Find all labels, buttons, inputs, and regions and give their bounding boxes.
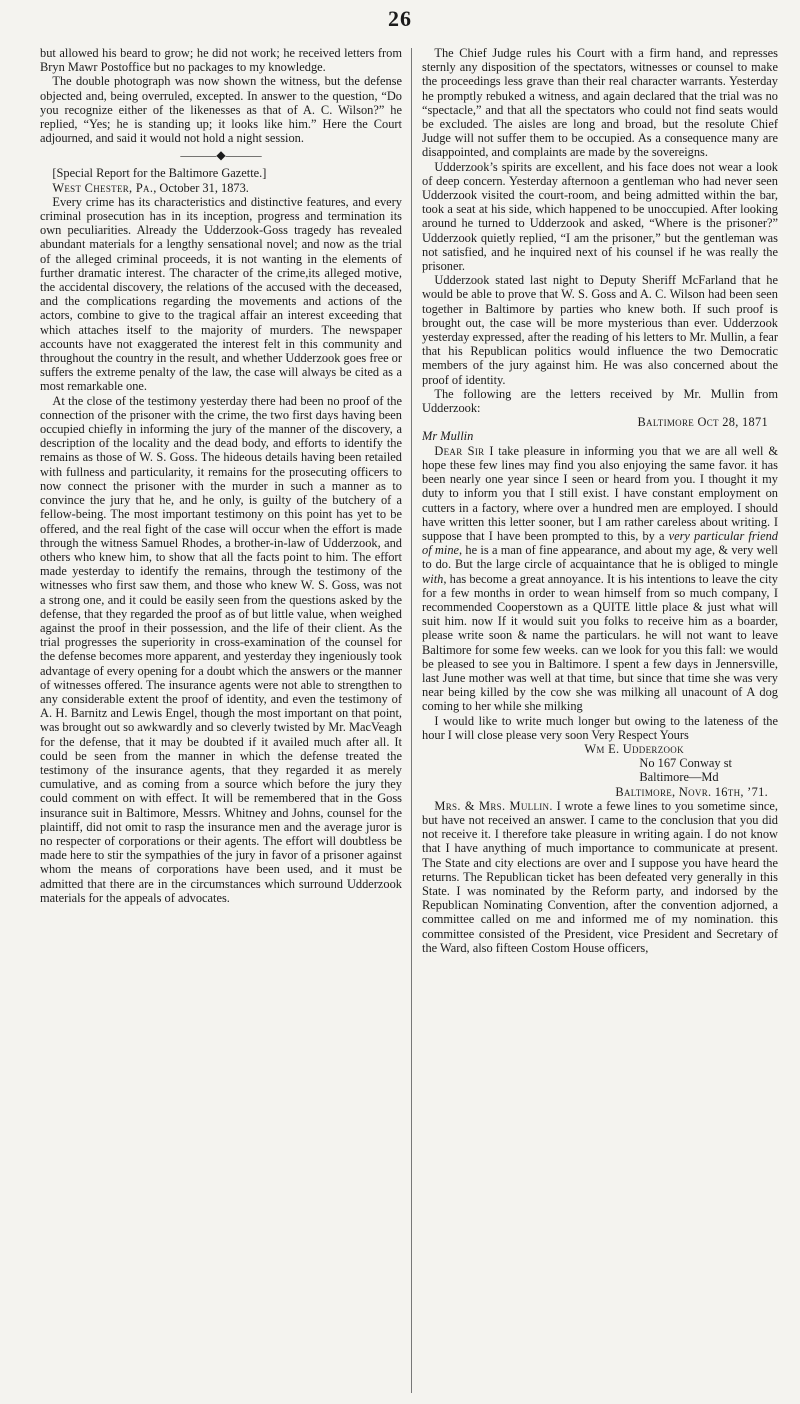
letter1-body-c: , has become a great annoyance. It is his intentions to leave the city for a few months in order to wean himself from so much company, I recommended Cooperstown as a QUITE little place & just what will suit him. now If it would suit you folks to receive him as a boarder, please write soon & name the particulars. he will not want to leave Baltimore for some few weeks. can we look for you this fall: we would be pleased to see you in Baltimore. I spent a few days in Jennersville, last June mother was well at that time, but since that time she was very near being killed by the cow she was milking all unacount of A dog coming to her while she milking — [422, 571, 778, 714]
letter2-salutation: Mrs. & Mrs. Mullin. — [434, 798, 553, 813]
letter1-body — [422, 444, 778, 714]
chief-judge-paragraph: The Chief Judge rules his Court with a firm hand, and represses sternly any disposition of the spectators, witnesses or counsel to make the proceedings less grave than their real character warrants. Yesterday he promptly rebuked a witness, and again declared that the trial was no “spectacle,” and that all the spectators who could not find seats would be excluded. The aisles are long and broad, but the resolute Chief Judge will not suffer them to be occupied. As a consequence many are disappointed, and complaints are made by the sovereigns. — [422, 46, 778, 160]
letter1-body-b: , he is a man of fine appearance, and about my age, & very well to do. But the large circle of acquaintance that he is obliged to mingle — [422, 543, 778, 572]
section-separator: ———◆——— — [180, 148, 262, 163]
letter1-addressee: Mr Mullin — [422, 429, 474, 444]
article-intro-paragraph: but allowed his beard to grow; he did not work; he received letters from Bryn Mawr Postoffice but no packages to my knowledge. — [40, 46, 402, 75]
letter1-address-line2: Baltimore—Md — [639, 770, 719, 785]
letter1-italic-1: very particular friend of mine — [422, 528, 778, 558]
letter2-body-text: I wrote a fewe lines to you sometime since, but have not received an answer. I came to the conclusion that you did not receive it. I therefore take pleasure in writing again. I do not know that I have anything of much importance to communicate at present. The State and city elections are over and I suppose you have heard the returns. The Republican ticket has been defeated very generally in this State. I was nominated by the Reform party, and indorsed by the Republican Nominating Convention, after the convention adjorned, a committee called on me and informed me of my nomination. this committee consisted of the President, vice President and Secretary of the Ward, also fifteen Costom House officers, — [422, 798, 778, 955]
every-crime-paragraph: Every crime has its characteristics and distinctive features, and every criminal prosecution has in its inception, progress and termination its own peculiarities. Already the Udderzook-Goss tragedy has revealed abundant materials for a lengthy sensational novel; and now as the trial of the alleged criminal proceeds, it is not wanting in the elements of further dramatic interest. The character of the crime,its alleged motive, the accidental discovery, the relations of the accused with the deceased, and the complications regarding the movements and actions of the actors, combine to give to the tragical affair an interest exceeding that which attaches itself to the majority of murders. The newspaper accounts have not exaggerated the interest felt in this community and throughout the country in the result, and whether Udderzook goes free or suffers the extreme penalty of the law, the case will always be cited as a most remarkable one. — [40, 194, 402, 394]
letter1-dear: Dear Sir — [434, 443, 485, 458]
following-letters-paragraph: The following are the letters received by Mr. Mullin from Udderzook: — [422, 386, 778, 416]
letter1-closing: I would like to write much longer but owing to the lateness of the hour I will close please very soon Very Respect Yours — [422, 713, 778, 742]
letter1-salutation — [422, 429, 778, 443]
page-number: 26 — [388, 6, 412, 31]
dateline — [40, 181, 402, 195]
letter1-date: Baltimore Oct 28, 1871 — [637, 415, 768, 430]
at-close-paragraph: At the close of the testimony yesterday there had been no proof of the connection of the prisoner with the crime, the two first days having been occupied chiefly in informing the jury of the manner of the discovery, a description of the locality and the dead body, and efforts to identify the remains as those of W. S. Goss. The hideous details having been retailed with fullness and particularity, it remains for the prosecuting officers to now connect the prisoner with the murder in such a manner as to convince the jury that he, and he only, is guilty of the butchery of a fellow-being. The most important testimony on this point has yet to be offered, and the real fight of the case will occur when the effort is made through the witness Samuel Rhodes, a brother-in-law of Udderzook, and others who knew him, to show that all the facts point to him. The effort made yesterday to identify the remains, through the testimony of the witnesses who first saw them, and those who knew W. S. Goss, was not a strong one, and it could be easily seen from the questions asked by the defense, that they regarded the proof as of but little value, when weighed against the proof in their possession, and the life of their client. As the trial progresses the superiority in cross-examination of the counsel for the defense becomes more apparent, and yesterday they ingeniously took advantage of every opening for a doubt which the answers or the manner of witnesses offered. The insurance agents were not able to strengthen to any considerable extent the proof of identity, and even the testimony of A. H. Barnitz and Lewis Engel, though the most important on that point, was brought out so awkwardly and so cleverly twisted by Mr. MacVeagh for the defense, that it may be doubted if it availed much after all. It could be seen from the manner in which the defense treated the testimony of the insurance agents, that they regarded it as merely cumulative, and as coming from a source which before the jury they could comment on with effect. It will be remembered that in the Goss insurance suit in Baltimore, Messrs. Whitney and Johns, counsel for the plaintiff, did not omit to rasp the insurance men and the average juror is no respecter of corporations or their agents. The effort will doubtless be made here to stir the sympathies of the jury in favor of a prisoner against whom the means of corporations have been used, and it must be admitted that there are in the circumstances which surround Udderzook materials for the appeals of advocates. — [40, 393, 402, 905]
special-report-header: [Special Report for the Baltimore Gazette.] — [52, 166, 267, 181]
letter1-signature: Wm E. Udderzook — [584, 741, 684, 756]
dateline-date: , October 31, 1873. — [153, 180, 249, 195]
column-rule — [411, 48, 412, 1393]
letter1-italic-2: with — [422, 571, 444, 586]
stated-paragraph: Udderzook stated last night to Deputy Sheriff McFarland that he would be able to prove that W. S. Goss and A. C. Wilson had been seen together in Baltimore by parties who knew both. If such proof is brought out, the case will be more mysterious than ever. Udderzook yesterday expressed, after the reading of his letters to Mr. Mullin, a fear that his Republican politics would influence the two Democratic members of the jury against him. He was also concerned about the proof of identity. — [422, 273, 778, 387]
letter1-body-a: I take pleasure in informing you that we are all well & hope these few lines may find you also enjoying the same favor. it has been nearly one year since I seen or heard from you. I thought it my duty to inform you that I still exist. I have constant employment on cutters in a factory, where over a hundred men are employed. I should have written this letter sooner, but I am rather careless about writing. I suppose that I have been prompted to this, by a — [422, 443, 778, 543]
right-column — [422, 46, 778, 1396]
dateline-place: West Chester, Pa. — [52, 180, 154, 195]
spirits-paragraph: Udderzook’s spirits are excellent, and his face does not wear a look of deep concern. Yesterday afternoon a gentleman who had never seen Udderzook visited the court-room, and being admitted within the bar, took a seat at his side, which happened to be unoccupied. After looking around he turned to Udderzook and asked, “Where is the prisoner?” Udderzook quietly replied, “I am the prisoner,” but the gentleman was not satisfied, and he inquired next of his counsel if he was really the prisoner. — [422, 159, 778, 274]
letter1-address-line1: No 167 Conway st — [639, 756, 732, 771]
letter2-date: Baltimore, Novr. 16th, ’71. — [615, 784, 768, 799]
photograph-paragraph: The double photograph was now shown the witness, but the defense objected and, being overruled, excepted. In answer to the question, “Do you recognize either of the likenesses as that of A. C. Wilson?” he replied, “Yes; he is standing up; it looks like him.” Here the Court adjourned, and said it would not hold a night session. — [40, 74, 402, 146]
left-column — [40, 46, 402, 1396]
letter2-body — [422, 799, 778, 955]
